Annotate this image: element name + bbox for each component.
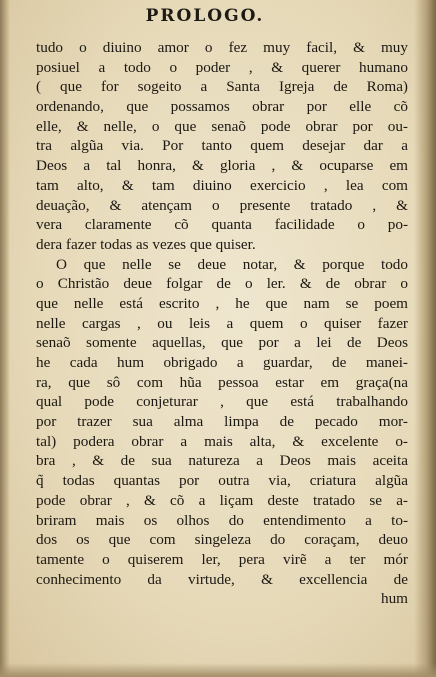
text-line: q̃ todas quantas por outra via, criatura algũa xyxy=(36,472,408,490)
body-text xyxy=(36,38,408,609)
text-line: ( que for sogeito a Santa Igreja de Roma) xyxy=(36,78,408,96)
text-line: ra, que sô com hũa pessoa estar em graça(na xyxy=(36,373,408,391)
text-line: bra , & de sua natureza a Deos mais aceita xyxy=(36,452,408,470)
catchword: hum xyxy=(380,590,408,608)
page-bottom-shadow xyxy=(0,663,436,677)
text-line: dera fazer todas as vezes que quiser. xyxy=(36,235,256,253)
page-gutter-shadow xyxy=(414,0,436,677)
text-line: que nelle está escrito , he que nam se poem xyxy=(36,294,408,312)
text-line: deuação, & atençam o presente tratado , & xyxy=(36,196,408,214)
text-line: O que nelle se deue notar, & porque todo xyxy=(56,255,408,273)
text-line: tamente o quiserem ler, pera virẽ a ter mór xyxy=(36,550,408,568)
text-line: qual pode conjeturar , que está trabalhando xyxy=(36,393,408,411)
text-line: briram mais os olhos do entendimento a to- xyxy=(36,511,408,529)
text-line: por trazer sua alma limpa de pecado mor- xyxy=(36,413,408,431)
text-line: elle, & nelle, o que senaõ pode obrar por ou- xyxy=(36,117,408,135)
text-line: senaõ somente aquellas, que por a lei de Deos xyxy=(36,334,408,352)
text-line: conhecimento da virtude, & excellencia de xyxy=(36,570,408,588)
text-line: he cada hum obrigado a guardar, de manei- xyxy=(36,354,408,371)
text-line: pode obrar , & cõ a liçam deste tratado se a- xyxy=(36,491,408,509)
page-left-shadow xyxy=(0,0,10,677)
text-line: dos os que com singeleza do coraçam, deuo xyxy=(36,531,408,549)
text-line: tra algũa via. Por tanto quem desejar dar a xyxy=(36,137,408,155)
text-line: tal) podera obrar a mais alta, & excelente o- xyxy=(36,432,408,450)
text-line: vera claramente cõ quanta facilidade o po- xyxy=(36,216,408,234)
text-line: nelle cargas , ou leis a quem o quiser fazer xyxy=(36,314,408,332)
text-line: tudo o diuino amor o fez muy facil, & muy xyxy=(36,39,408,56)
text-line: tam alto, & tam diuino exercicio , lea com xyxy=(36,176,408,194)
text-line: ordenando, que possamos obrar por elle cõ xyxy=(36,98,408,116)
text-line: o Christão deue folgar de o ler. & de obrar o xyxy=(36,275,408,293)
running-title: PROLOGO. xyxy=(145,6,265,26)
text-line: Deos a tal honra, & gloria , & ocuparse em xyxy=(36,157,408,175)
text-line: posiuel a todo o poder , & querer humano xyxy=(36,58,408,76)
